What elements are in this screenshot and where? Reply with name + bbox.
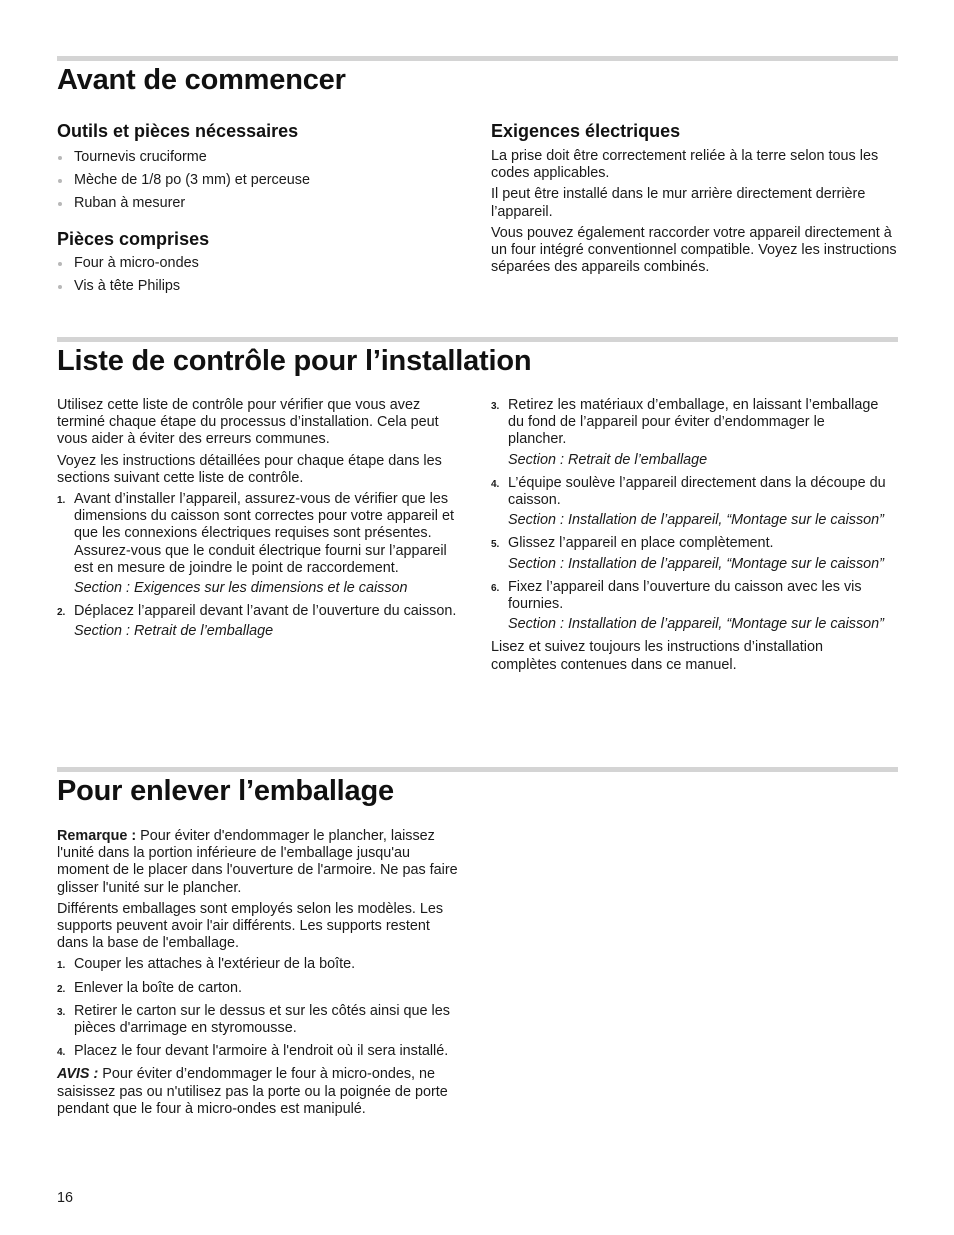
electrical-heading: Exigences électriques	[491, 121, 681, 141]
step-text: Fixez l’appareil dans l’ouverture du caisson avec les vis fournies.	[508, 578, 862, 613]
step-number: 2.	[57, 607, 66, 619]
list-item	[57, 491, 462, 597]
list-item	[491, 579, 886, 634]
bullet-icon	[58, 285, 62, 289]
paragraph: Différents emballages sont employés selon les modèles. Les supports peuvent avoir l'air différents. Les supports restent dans la base de l'emballage.	[57, 900, 444, 952]
unpacking-column	[57, 828, 462, 1122]
step-text: Retirez les matériaux d’emballage, en laissant l’emballage du fond de l’appareil pour éviter d’endommager le plancher.	[508, 397, 879, 448]
paragraph: Il peut être installé dans le mur arrière directement derrière l’appareil.	[491, 186, 866, 220]
step-number: 3.	[491, 401, 500, 412]
note-paragraph	[57, 828, 462, 897]
list-item	[57, 956, 462, 973]
paragraph: Utilisez cette liste de contrôle pour vérifier que vous avez terminé chaque étape du processus d’installation. Cela peut vous aider à éviter des erreurs communes.	[57, 397, 439, 448]
note-label: Remarque :	[57, 828, 137, 844]
parts-heading: Pièces comprises	[57, 229, 210, 249]
step-text: Glissez l’appareil en place complètement.	[508, 535, 774, 552]
paragraph: Voyez les instructions détaillées pour chaque étape dans les sections suivant cette liste de contrôle.	[57, 452, 442, 486]
section-title-avant: Avant de commencer	[57, 64, 346, 96]
bullet-icon	[58, 202, 62, 206]
step-section-reference: Section : Installation de l’appareil, “Montage sur le caisson”	[508, 616, 884, 633]
list-item	[57, 1043, 462, 1060]
step-number: 5.	[491, 539, 500, 551]
checklist-steps-right	[491, 397, 886, 633]
section-divider	[57, 767, 898, 772]
tools-list-block	[57, 149, 457, 219]
list-item	[491, 475, 886, 530]
step-text: Placez le four devant l'armoire à l'endroit où il sera installé.	[74, 1043, 449, 1060]
section-divider	[57, 56, 898, 61]
list-item: Mèche de 1/8 po (3 mm) et perceuse	[57, 172, 457, 189]
step-section-reference: Section : Installation de l’appareil, “Montage sur le caisson”	[508, 512, 884, 529]
notice-label: AVIS :	[57, 1066, 99, 1083]
step-section-reference: Section : Retrait de l’emballage	[74, 623, 274, 640]
unpacking-steps	[57, 956, 462, 1060]
step-number: 4.	[57, 1047, 66, 1059]
step-section-reference: Section : Retrait de l’emballage	[508, 451, 708, 468]
note-text: Pour éviter d'endommager le plancher, laissez l'unité dans la portion inférieure de l'emballage jusqu'au moment de le placer dans l'ouverture de l'armoire. Ne pas faire glisser l'unité sur le plancher.	[57, 828, 458, 896]
step-number: 6.	[491, 582, 500, 594]
step-section-reference: Section : Installation de l’appareil, “Montage sur le caisson”	[508, 555, 884, 572]
step-number: 4.	[491, 478, 500, 490]
list-item: Tournevis cruciforme	[57, 149, 457, 166]
parts-list	[57, 255, 457, 295]
list-item	[57, 1003, 462, 1037]
list-item	[491, 397, 886, 469]
checklist-right-column	[491, 397, 886, 678]
page-number: 16	[57, 1190, 74, 1206]
step-text: Déplacez l’appareil devant l’avant de l’ouverture du caisson.	[74, 603, 457, 620]
paragraph: Vous pouvez également raccorder votre appareil directement à un four intégré conventionnel compatible. Voyez les instructions séparées des appareils combinés.	[491, 224, 897, 276]
closing-paragraph: Lisez et suivez toujours les instructions d’installation complètes contenues dans ce manuel.	[491, 639, 823, 673]
list-item	[57, 980, 462, 997]
checklist-left-column	[57, 397, 462, 647]
bullet-icon	[58, 179, 62, 183]
notice-text: Pour éviter d’endommager le four à micro-ondes, ne saisissez pas ou n'utilisez pas la porte ou la poignée de porte pendant que le four à micro-ondes est manipulé.	[57, 1066, 448, 1117]
step-number: 1.	[57, 960, 66, 972]
electrical-text	[491, 148, 901, 280]
step-number: 2.	[57, 983, 66, 995]
list-item: Vis à tête Philips	[57, 278, 457, 295]
step-number: 3.	[57, 1006, 66, 1018]
section-title-checklist: Liste de contrôle pour l’installation	[57, 345, 532, 377]
tools-heading: Outils et pièces nécessaires	[57, 121, 299, 141]
section-divider	[57, 337, 898, 342]
step-text: Retirer le carton sur le dessus et sur les côtés ainsi que les pièces d'arrimage en styromousse.	[74, 1002, 450, 1037]
tools-list	[57, 149, 457, 213]
paragraph: La prise doit être correctement reliée à la terre selon tous les codes applicables.	[491, 148, 879, 182]
list-item	[491, 535, 886, 572]
list-item: Four à micro-ondes	[57, 255, 457, 272]
step-section-reference: Section : Exigences sur les dimensions et le caisson	[74, 580, 408, 597]
list-item	[57, 603, 462, 640]
parts-list-block	[57, 255, 457, 301]
list-item: Ruban à mesurer	[57, 195, 457, 212]
step-text: Enlever la boîte de carton.	[74, 979, 242, 996]
bullet-icon	[58, 156, 62, 160]
bullet-icon	[58, 262, 62, 266]
checklist-steps-left	[57, 491, 462, 641]
step-text: Couper les attaches à l'extérieur de la boîte.	[74, 956, 356, 973]
section-title-unpacking: Pour enlever l’emballage	[57, 775, 394, 807]
step-text: L’équipe soulève l’appareil directement dans la découpe du caisson.	[508, 474, 886, 509]
step-number: 1.	[57, 495, 66, 507]
step-text: Avant d’installer l’appareil, assurez-vous de vérifier que les dimensions du caisson sont correctes pour votre appareil et que les connexions électriques requises sont présentes. Assurez-vous que le conduit électrique fourni sur l’appareil est en mesure de joindre le point de raccordement.	[74, 491, 454, 576]
notice-paragraph	[57, 1066, 462, 1118]
